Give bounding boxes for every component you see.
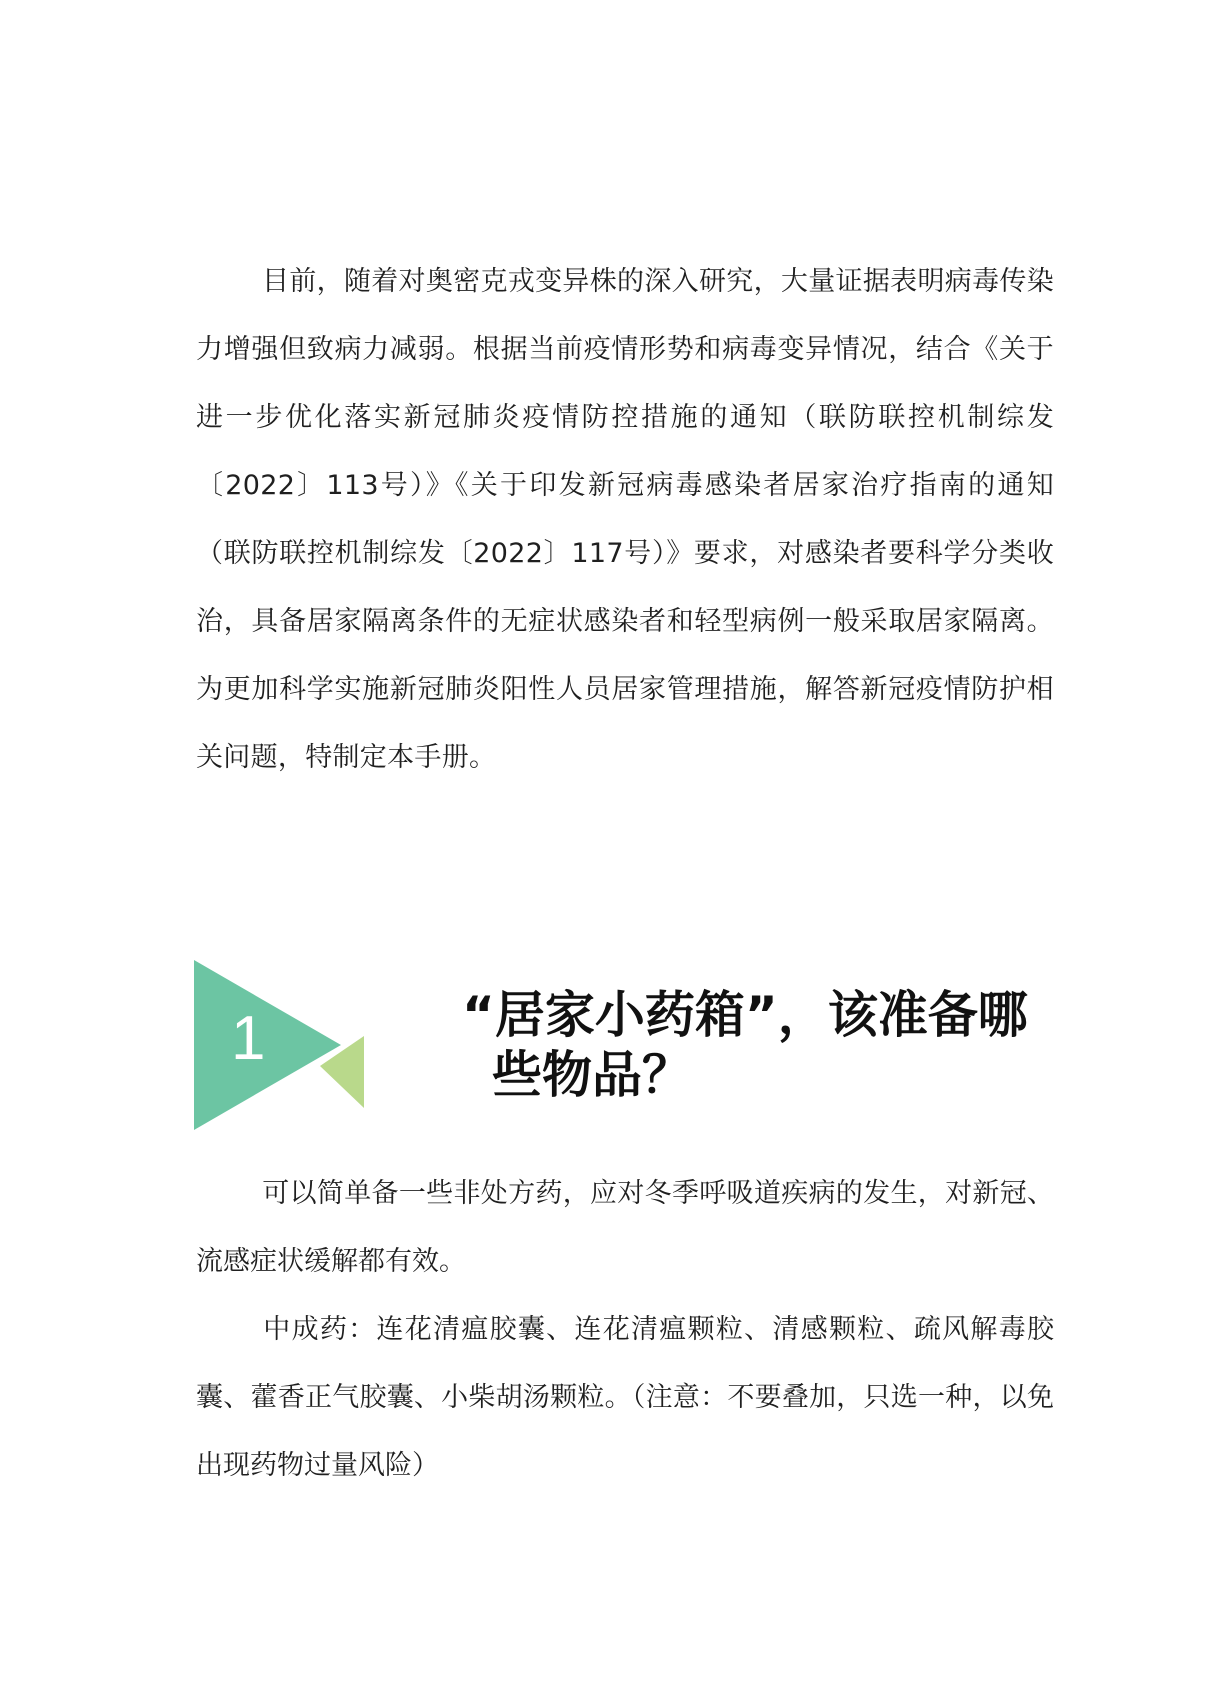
body-paragraph-otc-text: 可以简单备一些非处方药，应对冬季呼吸道疾病的发生，对新冠、流感症状缓解都有效。 — [196, 1178, 1054, 1277]
body-paragraph-tcm-text: 中成药：连花清瘟胶囊、连花清瘟颗粒、清感颗粒、疏风解毒胶囊、藿香正气胶囊、小柴胡汤颗粒。（注意：不要叠加，只选一种，以免出现药物过量风险） — [196, 1314, 1054, 1481]
section-title-line-1: “居家小药箱”，该准备哪 — [462, 986, 1028, 1044]
large-green-triangle — [194, 960, 341, 1130]
section-number: 1 — [231, 1004, 266, 1073]
intro-paragraph — [196, 248, 1054, 792]
section-title — [462, 985, 1062, 1105]
section-body — [196, 1160, 1054, 1500]
intro-text: 目前，随着对奥密克戎变异株的深入研究，大量证据表明病毒传染力增强但致病力减弱。根据当前疫情形势和病毒变异情况，结合《关于进一步优化落实新冠肺炎疫情防控措施的通知（联防联控机制综发〔2022〕113号）》《关于印发新冠病毒感染者居家治疗指南的通知（联防联控机制综发〔2022〕117号）》要求，对感染者要科学分类收治，具备居家隔离条件的无症状感染者和轻型病例一般采取居家隔离。为更加科学实施新冠肺炎阳性人员居家管理措施，解答新冠疫情防护相关问题，特制定本手册。 — [196, 266, 1054, 773]
section-title-line-2: 些物品？ — [492, 1046, 692, 1104]
body-paragraph-tcm — [196, 1296, 1054, 1500]
body-paragraph-otc — [196, 1160, 1054, 1296]
section-triangle-icon — [194, 960, 364, 1130]
